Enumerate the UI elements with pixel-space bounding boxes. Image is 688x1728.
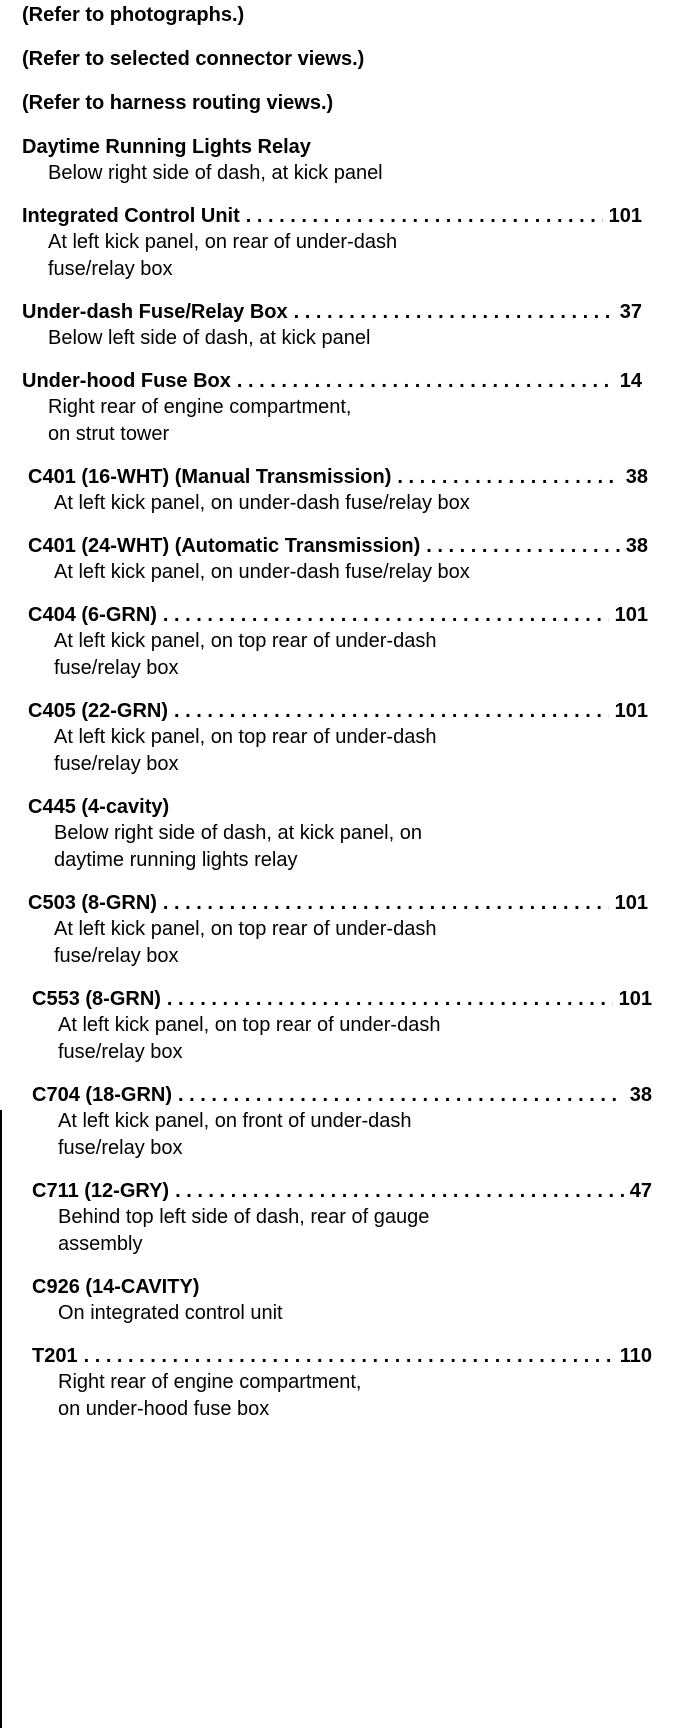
entry-page-number[interactable]: 101 [608,205,642,227]
entry-location: on strut tower [48,423,170,445]
entry-page-number[interactable]: 101 [614,892,648,914]
entry-location: At left kick panel, on top rear of under-dash [54,918,437,940]
entry-page-number[interactable]: 101 [614,604,648,626]
entry-label: C405 (22-GRN) [28,700,169,722]
entry-label: T201 [32,1345,78,1367]
entry-c401-16-wht [28,464,672,517]
entry-page-number[interactable]: 47 [629,1180,652,1202]
leader-dots [237,368,614,394]
entry-c711-12-gry [32,1178,672,1258]
leader-dots [294,299,614,325]
entry-label: Under-dash Fuse/Relay Box [22,301,288,323]
entry-label: Integrated Control Unit [22,205,240,227]
entry-label: C704 (18-GRN) [32,1084,173,1106]
entry-under-hood-fuse-box [22,368,672,448]
entry-location: fuse/relay box [58,1041,183,1063]
entry-label: Daytime Running Lights Relay [22,136,311,158]
leader-dots [84,1343,614,1369]
entry-integrated-control-unit [22,203,672,283]
entry-location: At left kick panel, on top rear of under-dash [58,1014,441,1036]
entry-location: At left kick panel, on rear of under-dash [48,231,398,253]
entry-location: At left kick panel, on top rear of under-dash [54,726,437,748]
entry-c445-4-cavity [28,794,672,874]
entry-under-dash-fuse-relay-box [22,299,672,352]
entry-c503-8-grn [28,890,672,970]
entry-location: on under-hood fuse box [58,1398,270,1420]
entry-location: On integrated control unit [58,1302,283,1324]
note-connector-views: (Refer to selected connector views.) [22,48,365,70]
entry-location: Right rear of engine compartment, [58,1371,362,1393]
entry-page-number[interactable]: 38 [625,466,648,488]
leader-dots [397,464,619,490]
entry-label: C445 (4-cavity) [28,796,170,818]
entry-location: At left kick panel, on top rear of under-dash [54,630,437,652]
leader-dots [163,890,609,916]
entry-c704-18-grn [32,1082,672,1162]
entry-label: Under-hood Fuse Box [22,370,231,392]
entry-t201 [32,1343,672,1423]
component-location-index [22,2,672,1439]
entry-c401-24-wht [28,533,672,586]
entry-location: fuse/relay box [54,945,179,967]
entry-label: C711 (12-GRY) [32,1180,170,1202]
leader-dots [426,533,619,559]
leader-dots [174,698,609,724]
entry-label: C553 (8-GRN) [32,988,161,1010]
note-photographs: (Refer to photographs.) [22,4,245,26]
entry-c404-6-grn [28,602,672,682]
entry-location: Right rear of engine compartment, [48,396,352,418]
leader-dots [178,1082,624,1108]
entry-page-number[interactable]: 37 [619,301,642,323]
entry-label: C401 (24-WHT) (Automatic Transmission) [28,535,421,557]
entry-label: C401 (16-WHT) (Manual Transmission) [28,466,392,488]
entry-page-number[interactable]: 101 [614,700,648,722]
entry-daytime-running-lights-relay [22,134,672,187]
entry-location: Below right side of dash, at kick panel, on [54,822,422,844]
entry-page-number[interactable]: 38 [625,535,648,557]
entry-label: C404 (6-GRN) [28,604,157,626]
entry-location: fuse/relay box [58,1137,183,1159]
entry-location: Below left side of dash, at kick panel [48,327,371,349]
entry-location: assembly [58,1233,143,1255]
entry-page-number[interactable]: 101 [618,988,652,1010]
entry-location: Below right side of dash, at kick panel [48,162,383,184]
entry-location: Behind top left side of dash, rear of gauge [58,1206,430,1228]
entry-label: C926 (14-CAVITY) [32,1276,200,1298]
entry-location: At left kick panel, on under-dash fuse/relay box [54,561,470,583]
entry-c553-8-grn [32,986,672,1066]
entry-location: At left kick panel, on front of under-dash [58,1110,412,1132]
entry-page-number[interactable]: 14 [619,370,642,392]
entry-location: fuse/relay box [54,753,179,775]
entry-c926-14-cavity [32,1274,672,1327]
entry-location: fuse/relay box [54,657,179,679]
entry-page-number[interactable]: 110 [619,1345,652,1367]
entry-c405-22-grn [28,698,672,778]
entry-label: C503 (8-GRN) [28,892,157,914]
entry-location: fuse/relay box [48,258,173,280]
leader-dots [163,602,609,628]
entry-location: daytime running lights relay [54,849,298,871]
leader-dots [175,1178,624,1204]
entry-location: At left kick panel, on under-dash fuse/relay box [54,492,470,514]
note-harness-routing: (Refer to harness routing views.) [22,92,334,114]
leader-dots [167,986,613,1012]
entry-page-number[interactable]: 38 [629,1084,652,1106]
leader-dots [246,203,603,229]
left-margin-rule [0,1110,2,1728]
